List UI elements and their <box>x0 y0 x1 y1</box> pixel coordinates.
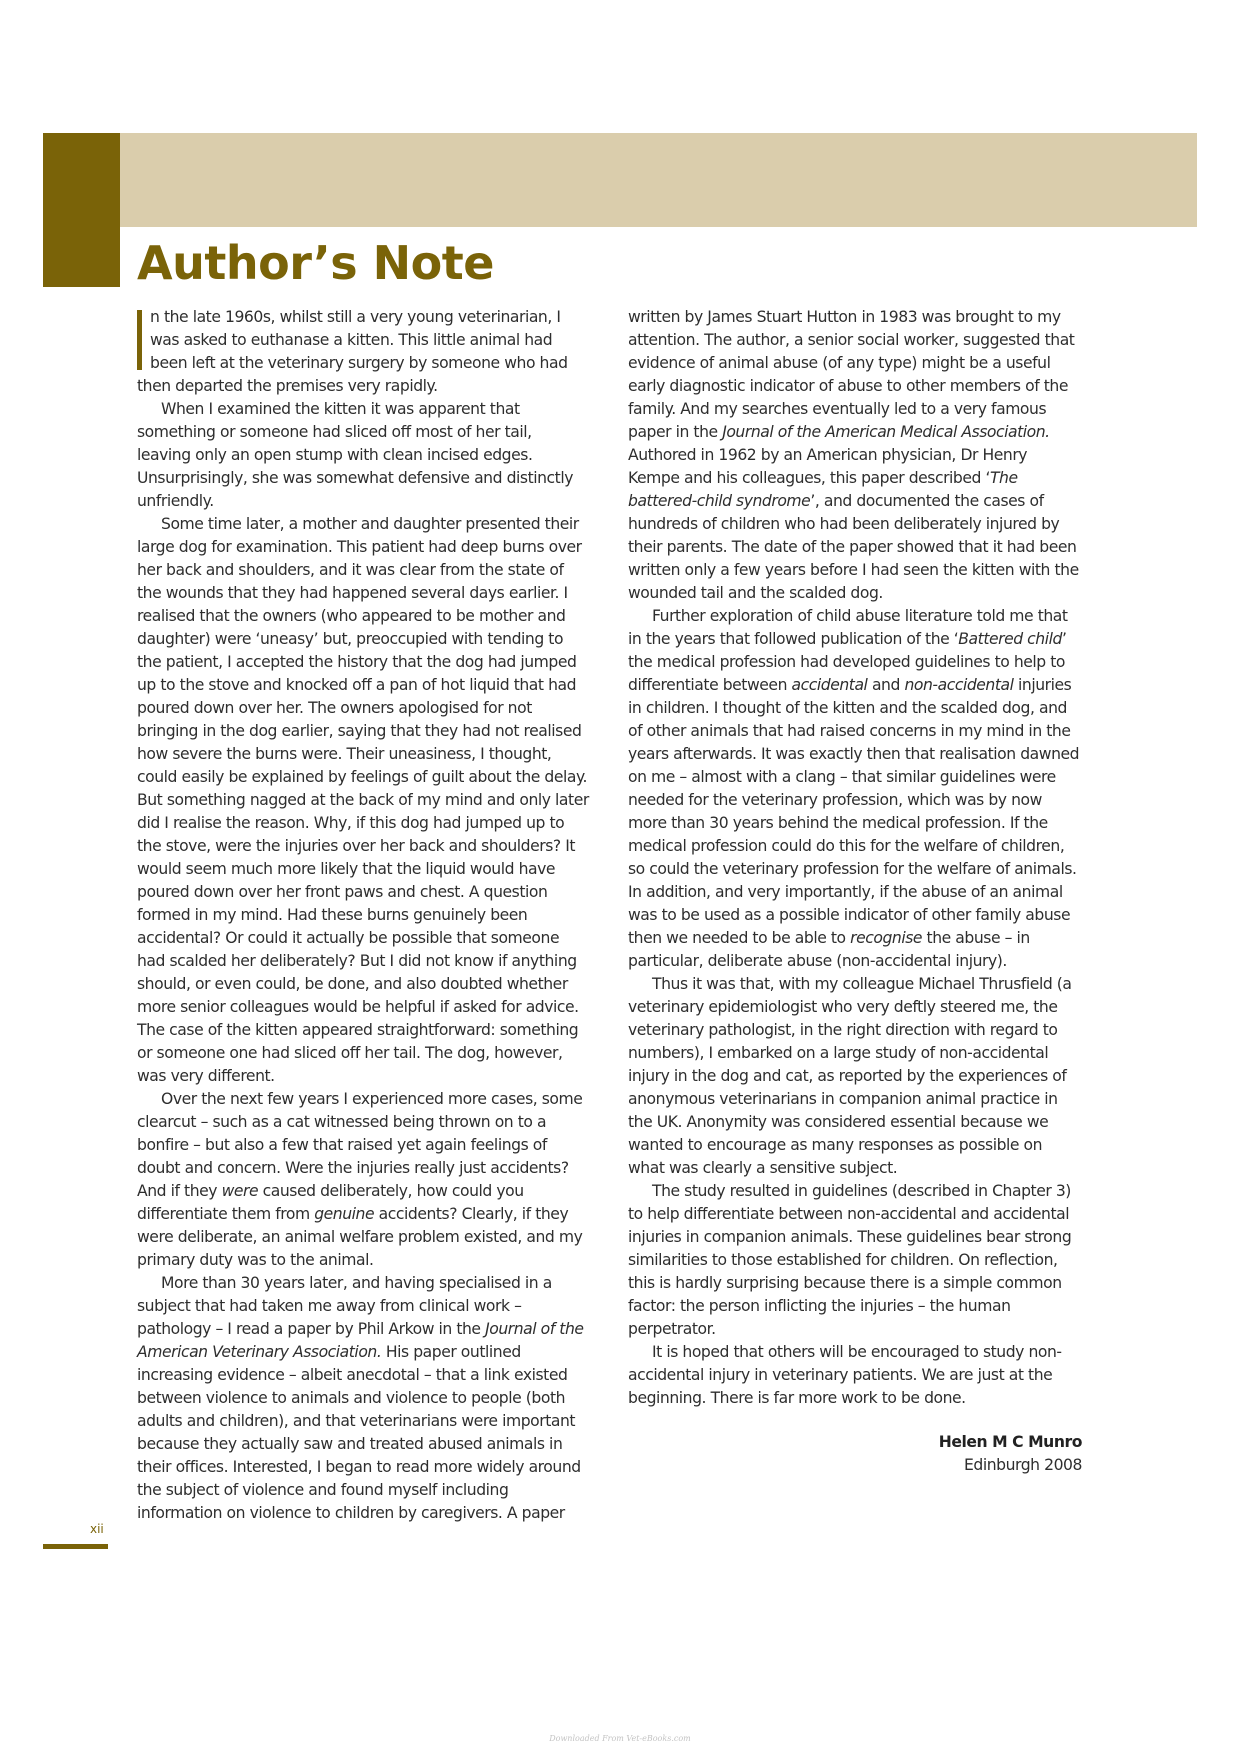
paragraph: The study resulted in guidelines (described in Chapter 3) to help differentiate between non-accidental and accidental injuries in companion animals. These guidelines bear strong similarities to those established for children. On reflection, this is hardly surprising because there is a simple common factor: the person inflicting the injuries – the human perpetrator. <box>628 1182 1072 1338</box>
paragraph-text: the abuse – in particular, deliberate abuse (non-accidental injury). <box>628 929 1030 970</box>
paragraph <box>628 605 1082 973</box>
emphasis: Battered child <box>958 630 1062 648</box>
paragraph-text: Authored in 1962 by an American physician, Dr Henry Kempe and his colleagues, this paper described ‘ <box>628 446 1028 487</box>
paragraph-text: written by James Stuart Hutton in 1983 was brought to my attention. The author, a senior social worker, suggested that evidence of animal abuse (of any type) might be a useful early diagnostic indicator of abuse to other members of the family. And my searches eventually led to a very famous paper in the <box>628 308 1075 441</box>
paragraph-text: injuries in children. I thought of the kitten and the scalded dog, and of other animals that had raised concerns in my mind in the years afterwards. It was exactly then that realisation dawned on me – almost with a clang – that similar guidelines were needed for the veterinary profession, which was by now more than 30 years behind the medical profession. If the medical profession could do this for the welfare of children, so could the veterinary profession for the welfare of animals. In addition, and very importantly, if the abuse of an animal was to be used as a possible indicator of other family abuse then we needed to be able to <box>628 676 1080 947</box>
emphasis: genuine <box>314 1205 375 1223</box>
author-name: Helen M C Munro <box>938 1433 1082 1451</box>
paragraph: When I examined the kitten it was apparent that something or someone had sliced off most of her tail, leaving only an open stump with clean incised edges. Unsurprisingly, she was somewhat defensive and distinctly unfriendly. <box>137 400 574 510</box>
page-title: Author’s Note <box>137 236 494 290</box>
text-column-right <box>628 306 1082 1477</box>
paragraph-text: ’ the medical profession had developed guidelines to help to differentiate between <box>628 630 1067 694</box>
emphasis: recognise <box>850 929 923 947</box>
journal-title: Journal of the American Medical Association. <box>722 423 1050 441</box>
footer-watermark: Downloaded From Vet-eBooks.com <box>549 1734 691 1743</box>
paragraph-text: ’, and documented the cases of hundreds of children who had been deliberately injured by their parents. The date of the paper showed that it had been written only a few years before I had seen the kitten with the wounded tail and the scalded dog. <box>628 492 1079 602</box>
paragraph <box>137 1272 589 1525</box>
journal-title: Journal of the American Veterinary Association. <box>137 1320 584 1361</box>
emphasis: non-accidental <box>904 676 1014 694</box>
emphasis: accidental <box>791 676 868 694</box>
text-column-left <box>137 306 589 1525</box>
paragraph <box>137 1088 589 1272</box>
paper-title: The battered-child syndrome <box>628 469 1018 510</box>
paragraph-text: Further exploration of child abuse literature told me that in the years that followed publication of the ‘ <box>628 607 1068 648</box>
paragraph-text: His paper outlined increasing evidence – albeit anecdotal – that a link existed between violence to animals and violence to people (both adults and children), and that veterinarians were important because they actually saw and treated abused animals in their offices. Interested, I began to read more widely around the subject of violence and found myself including information on violence to children by caregivers. A paper <box>137 1343 581 1522</box>
paragraph-text: and <box>867 676 905 694</box>
author-place-date: Edinburgh 2008 <box>963 1456 1082 1474</box>
header-band <box>120 133 1197 227</box>
drop-cap-i <box>137 310 142 370</box>
paragraph: Some time later, a mother and daughter presented their large dog for examination. This patient had deep burns over her back and shoulders, and it was clear from the state of the wounds that they had happened several days earlier. I realised that the owners (who appeared to be mother and daughter) were ‘uneasy’ but, preoccupied with tending to the patient, I accepted the history that the dog had jumped up to the stove and knocked off a pan of hot liquid that had poured down over her. The owners apologised for not bringing in the dog earlier, saying that they had not realised how severe the burns were. Their uneasiness, I thought, could easily be explained by feelings of guilt about the delay. But something nagged at the back of my mind and only later did I realise the reason. Why, if this dog had jumped up to the stove, were the injuries over her back and shoulders? It would seem much more likely that the liquid would have poured down over her front paws and chest. A question formed in my mind. Had these burns genuinely been accidental? Or could it actually be possible that someone had scalded her deliberately? But I did not know if anything should, or even could, be done, and also doubted whether more senior colleagues would be helpful if asked for advice. The case of the kitten appeared straightforward: something or someone one had sliced off her tail. The dog, however, was very different. <box>137 515 589 1085</box>
paragraph-text: n the late 1960s, whilst still a very young veterinarian, I was asked to euthanase a kitten. This little animal had been left at the veterinary surgery by someone who had then departed the premises very rapidly. <box>137 308 568 395</box>
paragraph-text: Over the next few years I experienced more cases, some clearcut – such as a cat witnessed being thrown on to a bonfire – but also a few that raised yet again feelings of doubt and concern. Were the injuries really just accidents? And if they <box>137 1090 583 1200</box>
paragraph <box>628 306 1082 605</box>
paragraph: It is hoped that others will be encouraged to study non-accidental injury in veterinary patients. We are just at the beginning. There is far more work to be done. <box>628 1343 1062 1407</box>
paragraph-text: More than 30 years later, and having specialised in a subject that had taken me away from clinical work – pathology – I read a paper by Phil Arkow in the <box>137 1274 552 1338</box>
paragraph: Thus it was that, with my colleague Michael Thrusfield (a veterinary epidemiologist who very deftly steered me, the veterinary pathologist, in the right direction with regard to numbers), I embarked on a large study of non-accidental injury in the dog and cat, as reported by the experiences of anonymous veterinarians in companion animal practice in the UK. Anonymity was considered essential because we wanted to encourage as many responses as possible on what was clearly a sensitive subject. <box>628 975 1072 1177</box>
emphasis: were <box>221 1182 259 1200</box>
page-number-rule <box>43 1544 108 1549</box>
paragraph-text: accidents? Clearly, if they were deliberate, an animal welfare problem existed, and my primary duty was to the animal. <box>137 1205 583 1269</box>
page-number: xii <box>90 1522 104 1536</box>
signature-block <box>628 1431 1082 1477</box>
paragraph <box>137 306 589 398</box>
header-accent-block <box>43 133 120 287</box>
paragraph-text: caused deliberately, how could you differentiate them from <box>137 1182 524 1223</box>
